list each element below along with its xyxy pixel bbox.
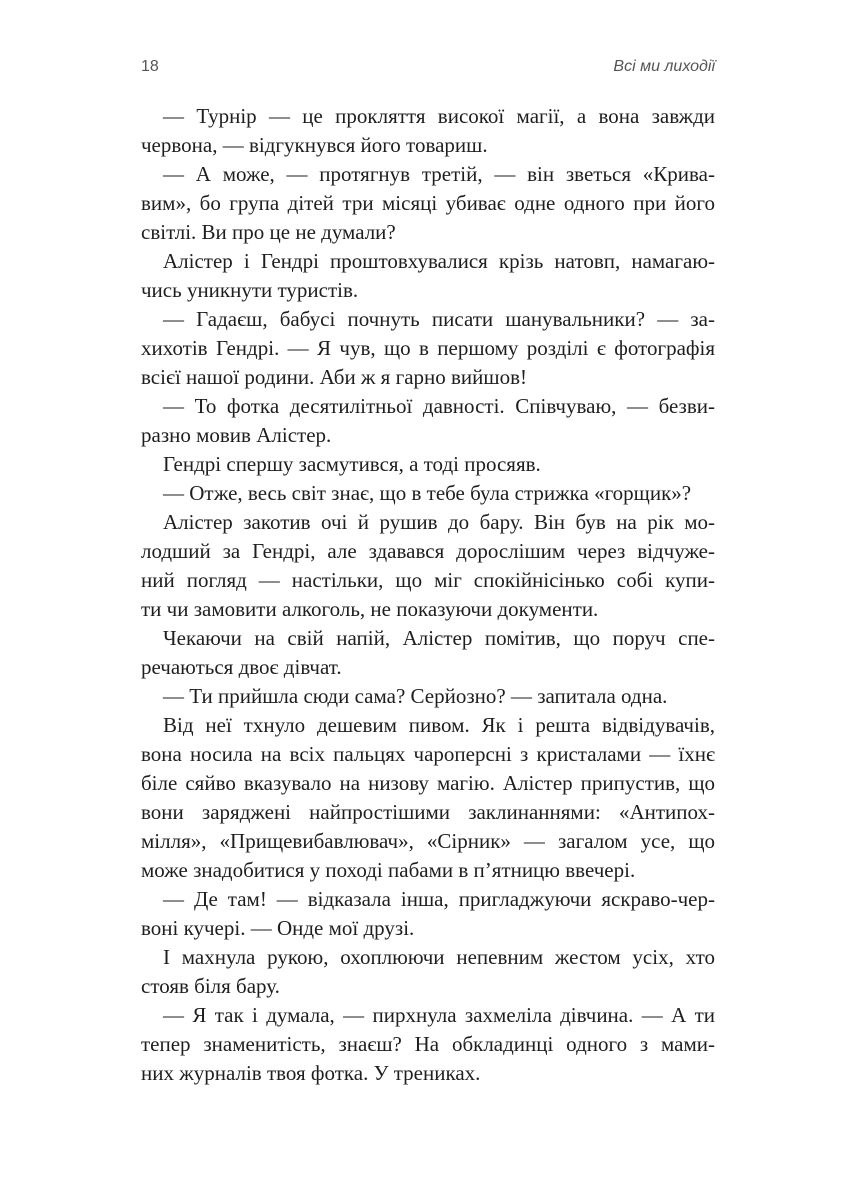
text-line: чись уникнути туристів. (141, 278, 359, 302)
text-line: червона, — відгукнувся його товариш. (141, 133, 488, 157)
text-line: вим», бо група дітей три місяці убиває одне одного при його (141, 191, 715, 215)
paragraph (141, 450, 715, 479)
text-line: речаються двоє дівчат. (141, 655, 342, 679)
text-line: біле сяйво вказувало на низову магію. Алістер припустив, що (141, 771, 715, 795)
text-line: мілля», «Прищевибавлювач», «Сірник» — загалом усе, що (141, 829, 715, 853)
text-line: — Гадаєш, бабусі почнуть писати шанувальники? — за- (163, 307, 715, 331)
paragraph (141, 160, 715, 247)
paragraph (141, 508, 715, 624)
text-line: Гендрі спершу засмутився, а тоді просяяв. (163, 452, 541, 476)
text-line: стояв біля бару. (141, 974, 280, 998)
text-line: ти чи замовити алкоголь, не показуючи документи. (141, 597, 599, 621)
paragraph (141, 682, 715, 711)
text-line: разно мовив Алістер. (141, 423, 332, 447)
text-line: воні кучері. — Онде мої друзі. (141, 916, 415, 940)
text-line: Алістер закотив очі й рушив до бару. Він був на рік мо- (163, 510, 715, 534)
book-title: Всі ми лиходії (613, 58, 715, 75)
text-line: всієї нашої родини. Аби ж я гарно вийшов! (141, 365, 527, 389)
text-line: — Турнір — це прокляття високої магії, а вона завжди (163, 104, 715, 128)
body-text (141, 102, 715, 1088)
text-line: вона носила на всіх пальцях чароперсні з кристалами — їхнє (141, 742, 715, 766)
running-head (141, 58, 715, 82)
text-line: Алістер і Гендрі проштовхувалися крізь натовп, намагаю- (163, 249, 715, 273)
text-line: ний погляд — настільки, що міг спокійнісінько собі купи- (141, 568, 715, 592)
paragraph (141, 943, 715, 1001)
paragraph (141, 1001, 715, 1088)
text-line: Чекаючи на свій напій, Алістер помітив, що поруч спе- (163, 626, 715, 650)
paragraph (141, 885, 715, 943)
text-line: лодший за Гендрі, але здавався дорослішим через відчуже- (141, 539, 715, 563)
paragraph (141, 305, 715, 392)
text-line: хихотів Гендрі. — Я чув, що в першому розділі є фотографія (141, 336, 715, 360)
text-line: І махнула рукою, охоплюючи непевним жестом усіх, хто (163, 945, 715, 969)
text-line: тепер знаменитість, знаєш? На обкладинці одного з мами- (141, 1032, 715, 1056)
text-line: може знадобитися у поході пабами в п’ятницю ввечері. (141, 858, 636, 882)
paragraph (141, 247, 715, 305)
text-line: Від неї тхнуло дешевим пивом. Як і решта відвідувачів, (163, 713, 715, 737)
text-line: них журналів твоя фотка. У трениках. (141, 1061, 481, 1085)
page-number: 18 (141, 58, 159, 75)
text-line: — Отже, весь світ знає, що в тебе була стрижка «горщик»? (163, 481, 692, 505)
text-line: — А може, — протягнув третій, — він зветься «Крива- (163, 162, 715, 186)
text-line: — Я так і думала, — пирхнула захмеліла дівчина. — А ти (163, 1003, 715, 1027)
paragraph (141, 392, 715, 450)
text-line: вони заряджені найпростішими заклинаннями: «Антипох- (141, 800, 715, 824)
text-line: — Ти прийшла сюди сама? Серйозно? — запитала одна. (163, 684, 668, 708)
text-line: світлі. Ви про це не думали? (141, 220, 396, 244)
paragraph (141, 711, 715, 885)
text-line: — Де там! — відказала інша, пригладжуючи яскраво-чер- (163, 887, 715, 911)
paragraph (141, 624, 715, 682)
paragraph (141, 102, 715, 160)
paragraph (141, 479, 715, 508)
text-line: — То фотка десятилітньої давності. Співчуваю, — безви- (163, 394, 715, 418)
